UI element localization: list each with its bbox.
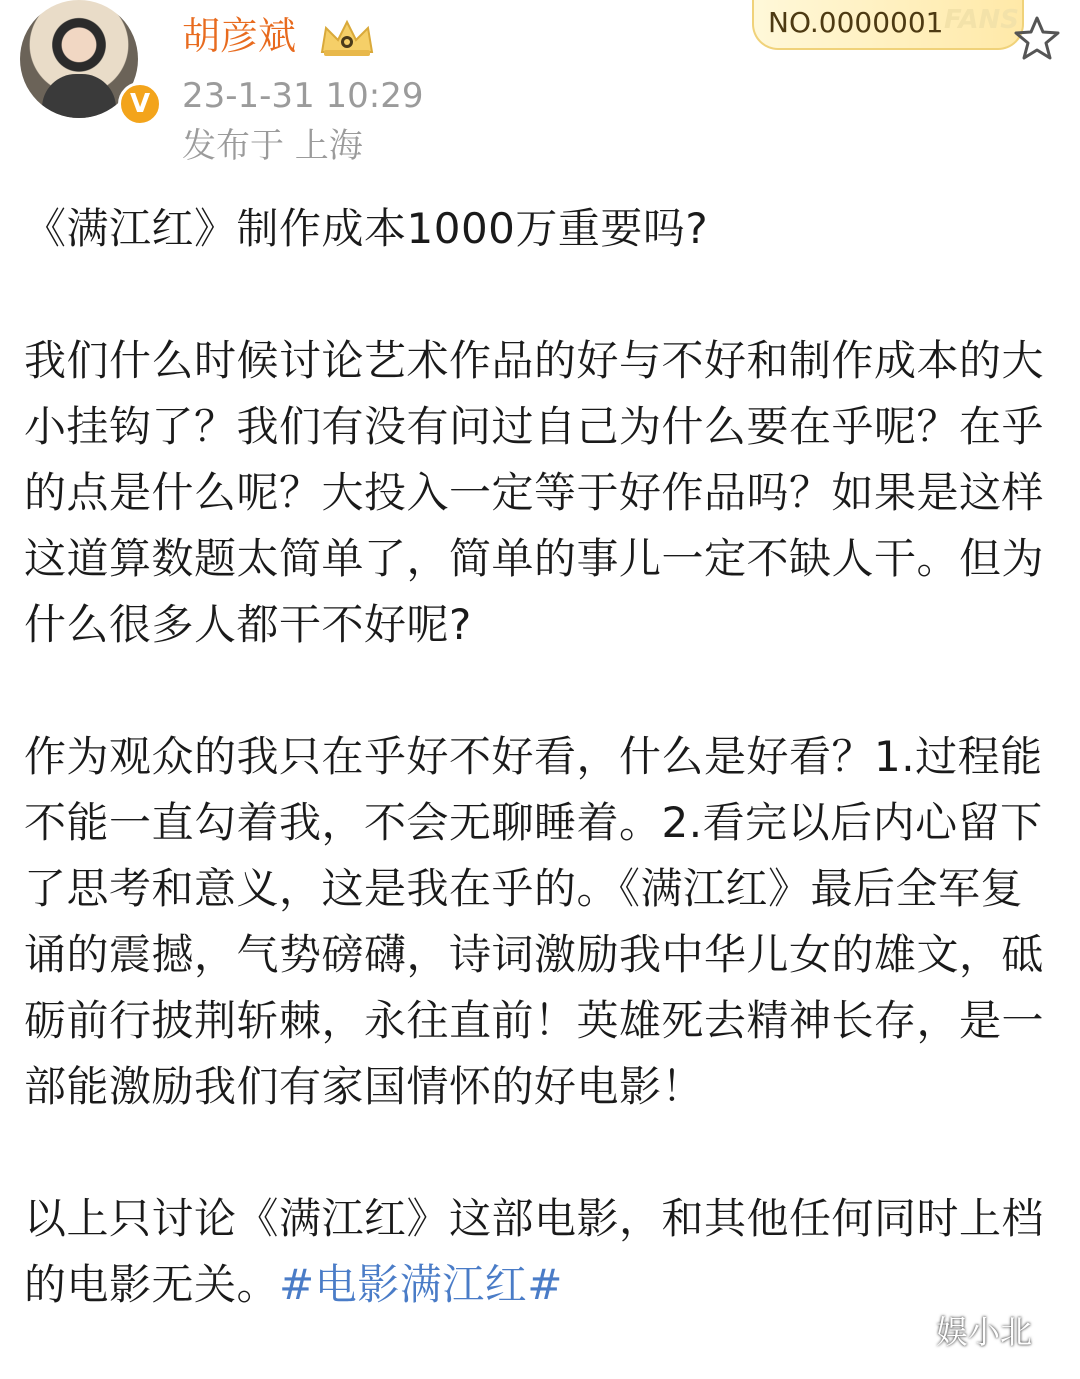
author-name[interactable]: 胡彦斌 [182, 14, 297, 58]
paragraph-gap [24, 658, 1064, 724]
post-title: 《满江红》制作成本1000万重要吗? [24, 204, 709, 253]
fans-badge[interactable] [752, 0, 1024, 50]
post-paragraph-2: 作为观众的我只在乎好不好看，什么是好看？1.过程能不能一直勾着我，不会无聊睡着。2.看完以后内心留下了思考和意义，这是我在乎的。《满江红》最后全军复诵的震撼，气势磅礴，诗词激励我中华儿女的雄文，砥砺前行披荆斩棘，永往直前！英雄死去精神长存，是一部能激励我们有家国情怀的好电影！ [24, 732, 1045, 1111]
crown-icon [318, 18, 376, 58]
paragraph-gap [24, 262, 1064, 328]
hashtag-link[interactable]: #电影满江红# [279, 1260, 563, 1309]
post-paragraph-1: 我们什么时候讨论艺术作品的好与不好和制作成本的大小挂钩了？我们有没有问过自己为什么要在乎呢？在乎的点是什么呢？大投入一定等于好作品吗？如果是这样这道算数题太简单了，简单的事儿一定不缺人干。但为什么很多人都干不好呢? [24, 336, 1045, 649]
fans-number: NO.0000001 [768, 6, 944, 39]
watermark: 娱小北 [936, 1313, 1033, 1351]
post-paragraph-3-text: 以上只讨论《满江红》这部电影，和其他任何同时上档的电影无关。 [24, 1194, 1045, 1309]
paragraph-gap [24, 1120, 1064, 1186]
post-header [0, 0, 1080, 180]
star-icon[interactable] [1012, 14, 1062, 64]
post-timestamp: 23-1-31 10:29 [182, 76, 424, 116]
post-paragraph-3 [24, 1186, 1064, 1318]
author-avatar-container[interactable] [20, 0, 151, 124]
avatar-figure [42, 74, 116, 118]
post-content [24, 196, 1064, 1318]
verified-badge-icon: V [118, 82, 162, 126]
post-location: 发布于 上海 [182, 126, 363, 166]
fans-label: FANS [944, 5, 1020, 35]
